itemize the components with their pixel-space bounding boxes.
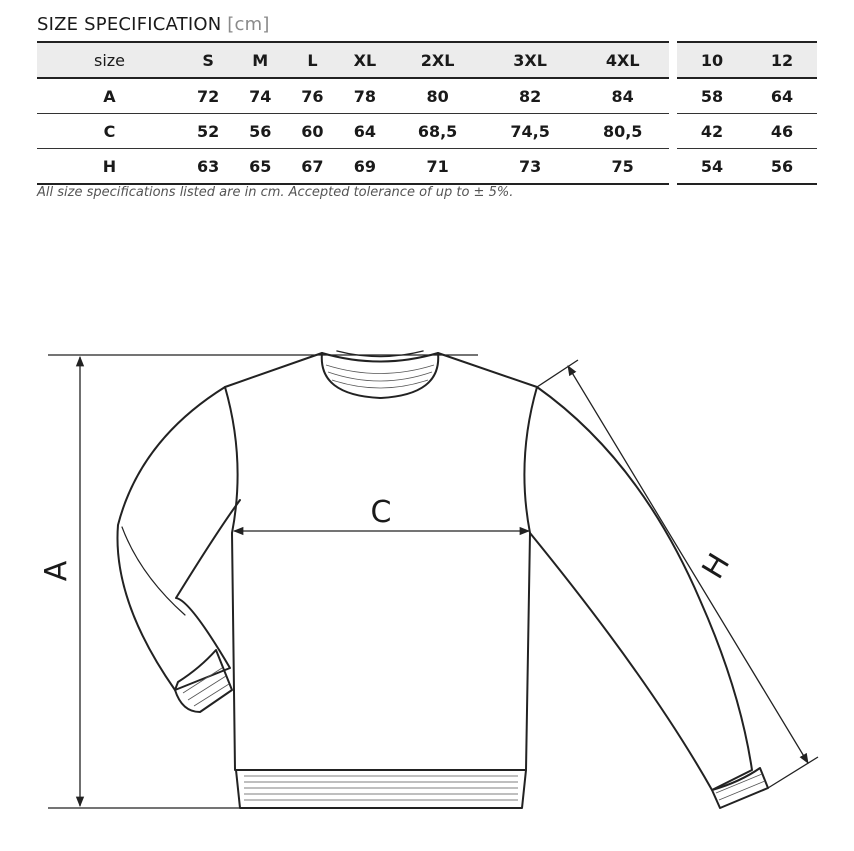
size-header: 4XL xyxy=(576,42,669,78)
table-cell: 74 xyxy=(234,78,286,114)
measurements xyxy=(48,355,818,808)
table-cell: 63 xyxy=(182,149,234,185)
table-cell: 73 xyxy=(484,149,577,185)
row-label: A xyxy=(37,78,182,114)
table-cell: 56 xyxy=(234,114,286,149)
length-label: A xyxy=(39,560,74,582)
table-cell: 72 xyxy=(182,78,234,114)
table-cell: 76 xyxy=(286,78,338,114)
table-cell: 80,5 xyxy=(576,114,669,149)
table-cell: 82 xyxy=(484,78,577,114)
size-header: XL xyxy=(339,42,392,78)
sweatshirt-outline xyxy=(117,351,768,808)
title-unit: [cm] xyxy=(227,14,270,35)
row-label: H xyxy=(37,149,182,185)
table-cell: 46 xyxy=(747,114,817,149)
size-header: S xyxy=(182,42,234,78)
table-cell: 64 xyxy=(339,114,392,149)
table-cell: 67 xyxy=(286,149,338,185)
left-sleeve xyxy=(117,387,240,690)
table-cell: 78 xyxy=(339,78,392,114)
size-header: 12 xyxy=(747,42,817,78)
table-cell: 42 xyxy=(677,114,747,149)
sleeve-arrow xyxy=(568,366,808,763)
table-cell: 69 xyxy=(339,149,392,185)
table-cell: 74,5 xyxy=(484,114,577,149)
table-cell: 71 xyxy=(391,149,484,185)
table-cell: 65 xyxy=(234,149,286,185)
size-column-header: size xyxy=(37,42,182,78)
sleeve-bottom-guide xyxy=(768,757,818,788)
table-cell: 80 xyxy=(391,78,484,114)
table-cell: 75 xyxy=(576,149,669,185)
tolerance-note: All size specifications listed are in cm. Accepted tolerance of up to ± 5%. xyxy=(37,185,514,200)
chest-label: C xyxy=(370,495,392,530)
table-cell: 60 xyxy=(286,114,338,149)
sweatshirt-body xyxy=(225,353,537,770)
left-cuff xyxy=(175,650,232,712)
size-header: L xyxy=(286,42,338,78)
size-header: 2XL xyxy=(391,42,484,78)
row-label: C xyxy=(37,114,182,149)
table-cell: 56 xyxy=(747,149,817,185)
table-cell: 58 xyxy=(677,78,747,114)
size-header: 3XL xyxy=(484,42,577,78)
table-cell: 54 xyxy=(677,149,747,185)
size-header: M xyxy=(234,42,286,78)
table-cell: 52 xyxy=(182,114,234,149)
right-sleeve xyxy=(530,387,752,790)
right-cuff xyxy=(712,768,768,808)
table-cell: 68,5 xyxy=(391,114,484,149)
sleeve-label: H xyxy=(695,547,738,585)
size-header: 10 xyxy=(677,42,747,78)
table-cell: 84 xyxy=(576,78,669,114)
title-text: SIZE SPECIFICATION xyxy=(37,14,222,35)
table-cell: 64 xyxy=(747,78,817,114)
